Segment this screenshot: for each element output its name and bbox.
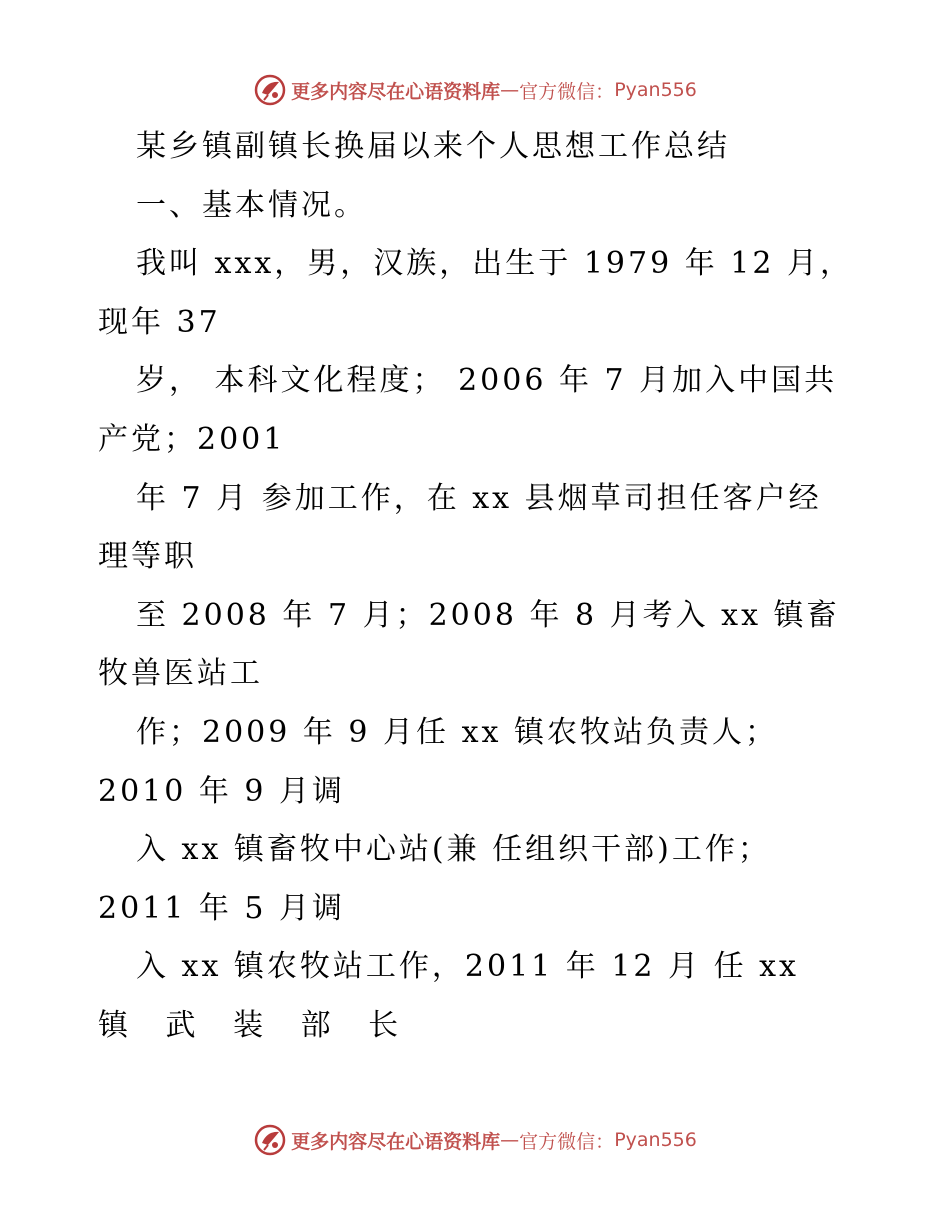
banner-slogan: 更多内容尽在心语资料库 [291,80,501,103]
paragraph-line: 2010 年 9 月调 [98,773,346,809]
section-heading: 一、基本情况。 [136,187,367,223]
paragraph-line: 作；2009 年 9 月任 xx 镇农牧站负责人； [136,714,778,750]
paragraph-line: 我叫 xxx，男，汉族，出生于 1979 年 12 月， [136,246,853,282]
pen-heart-logo-icon [253,1123,287,1157]
header-banner [0,70,950,110]
paragraph-line: 2011 年 5 月调 [98,890,346,926]
paragraph-line: 现年 37 [98,304,221,340]
pen-heart-logo-icon [253,73,287,107]
paragraph-line: 岁， 本科文化程度； 2006 年 7 月加入中国共 [136,363,838,399]
paragraph-line: 入 xx 镇农牧站工作，2011 年 12 月 任 xx [136,949,799,985]
banner-separator: — [500,1129,520,1151]
banner-wechat-id: Pyan556 [614,1129,697,1151]
banner-slogan: 更多内容尽在心语资料库 [291,1130,501,1153]
banner-separator: — [500,79,520,101]
paragraph-line: 理等职 [98,539,197,575]
paragraph-line: 产党；2001 [98,421,286,457]
banner-official-label: 官方微信： [519,1130,615,1153]
paragraph-line: 至 2008 年 7 月；2008 年 8 月考入 xx 镇畜 [136,597,840,633]
document-title: 某乡镇副镇长换届以来个人思想工作总结 [136,129,730,164]
paragraph-line: 年 7 月 参加工作，在 xx 县烟草司担任客户经 [136,480,822,516]
paragraph-line: 镇 武 装 部 长 [98,1007,413,1043]
footer-banner [0,1120,950,1160]
banner-wechat-id: Pyan556 [614,79,697,101]
paragraph-line: 牧兽医站工 [98,656,263,692]
banner-official-label: 官方微信： [519,80,615,103]
paragraph-line: 入 xx 镇畜牧中心站(兼 任组织干部)工作； [136,832,771,868]
document-body [98,118,858,1056]
